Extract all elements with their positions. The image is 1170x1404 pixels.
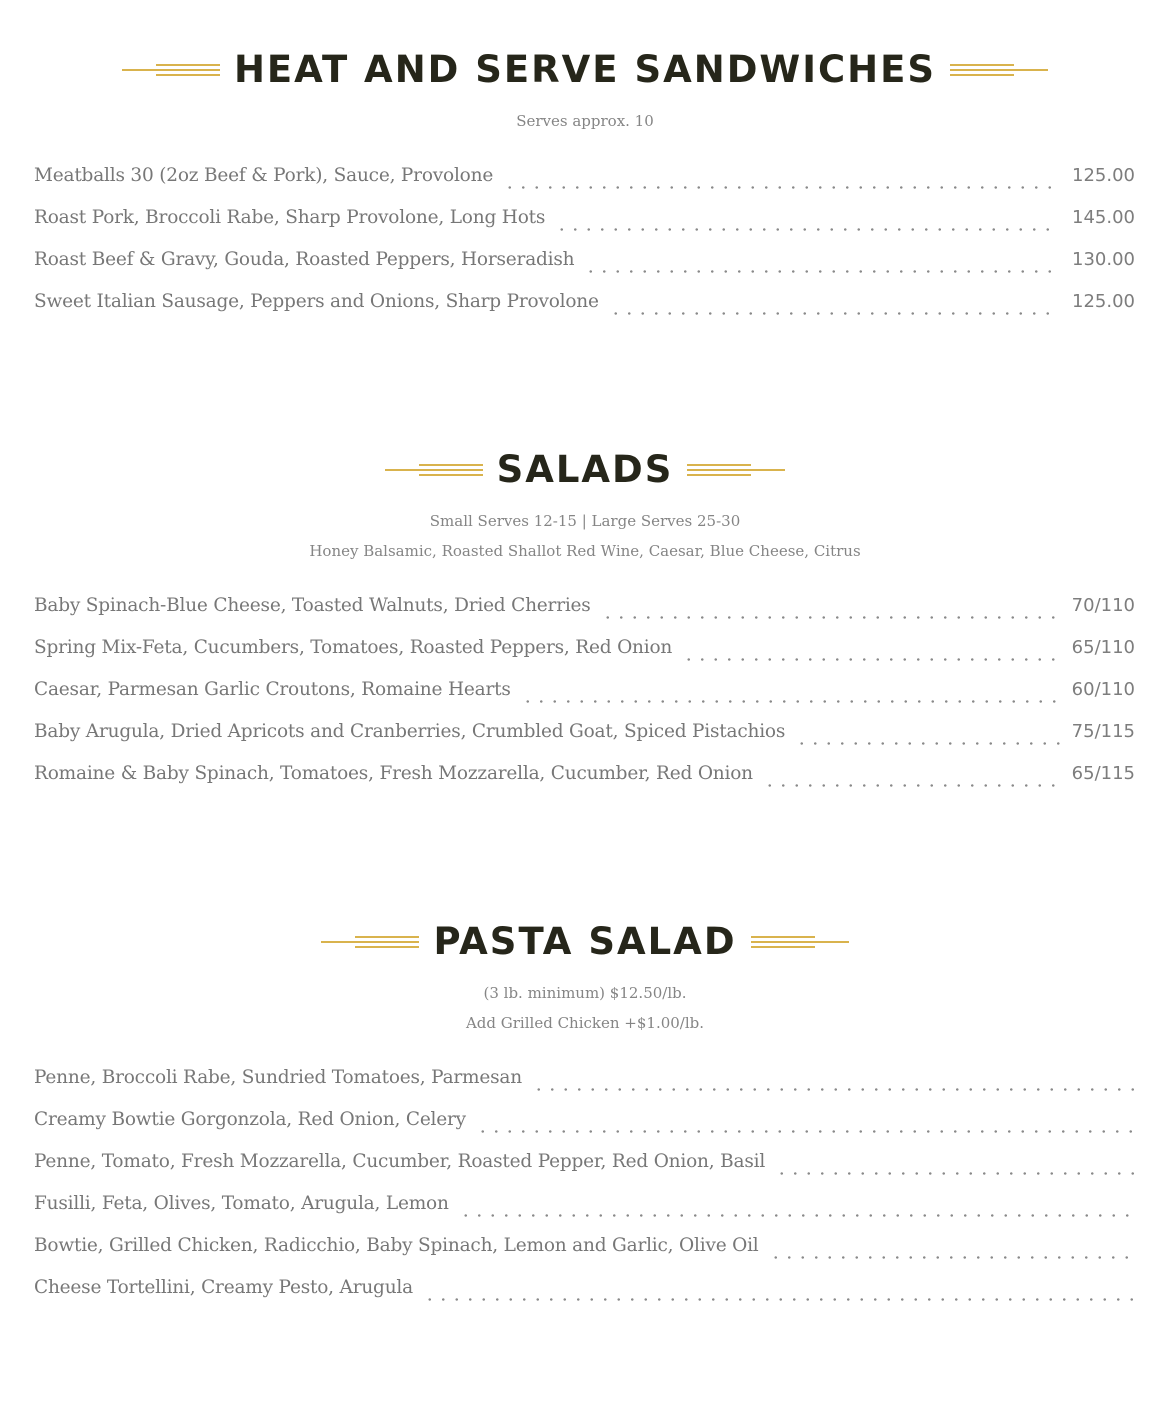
menu-item-price: 125.00 — [1072, 165, 1135, 186]
section-subtitle: Serves approx. 10 — [516, 112, 654, 130]
menu-item — [34, 721, 1135, 751]
section-subtitle: Small Serves 12-15 | Large Serves 25-30 — [429, 512, 741, 530]
menu-item — [34, 595, 1135, 625]
dot-leader — [423, 1298, 1135, 1301]
menu-item — [34, 637, 1135, 667]
menu-item-price: 70/110 — [1071, 595, 1135, 616]
gold-line-ornament-left — [321, 935, 419, 949]
dot-leader — [601, 616, 1060, 619]
menu-item — [34, 1151, 1135, 1181]
dot-leader — [476, 1130, 1135, 1133]
menu-item-name: Romaine & Baby Spinach, Tomatoes, Fresh Mozzarella, Cucumber, Red Onion — [34, 763, 753, 784]
menu-item-name: Roast Beef & Gravy, Gouda, Roasted Peppers, Horseradish — [34, 249, 575, 270]
menu-item-price: 75/115 — [1071, 721, 1135, 742]
dot-leader — [763, 784, 1060, 787]
menu-item-name: Spring Mix-Feta, Cucumbers, Tomatoes, Roasted Peppers, Red Onion — [34, 637, 673, 658]
menu-item-name: Baby Spinach-Blue Cheese, Toasted Walnuts, Dried Cherries — [34, 595, 591, 616]
menu-item-name: Roast Pork, Broccoli Rabe, Sharp Provolone, Long Hots — [34, 207, 546, 228]
menu-item-price: 130.00 — [1072, 249, 1135, 270]
dot-leader — [503, 186, 1060, 189]
menu-item-price: 65/115 — [1071, 763, 1135, 784]
gold-line-ornament-right — [687, 463, 785, 477]
dot-leader — [584, 270, 1060, 273]
gold-line-ornament-right — [751, 935, 849, 949]
menu-item-name: Bowtie, Grilled Chicken, Radicchio, Baby Spinach, Lemon and Garlic, Olive Oil — [34, 1235, 759, 1256]
menu-item — [34, 291, 1135, 321]
dot-leader — [769, 1256, 1135, 1259]
menu-item-price: 145.00 — [1072, 207, 1135, 228]
dot-leader — [609, 312, 1060, 315]
section-subtitle: Honey Balsamic, Roasted Shallot Red Wine, Caesar, Blue Cheese, Citrus — [309, 542, 861, 560]
dot-leader — [521, 700, 1060, 703]
menu-item-price: 125.00 — [1072, 291, 1135, 312]
menu-item-price: 65/110 — [1071, 637, 1135, 658]
section-subtitle: (3 lb. minimum) $12.50/lb. — [483, 984, 687, 1002]
menu-item-price: 60/110 — [1071, 679, 1135, 700]
menu-item-name: Creamy Bowtie Gorgonzola, Red Onion, Celery — [34, 1109, 466, 1130]
menu-item — [34, 207, 1135, 237]
section-heading — [0, 446, 1170, 494]
menu-item — [34, 1109, 1135, 1139]
section-heading — [0, 918, 1170, 966]
dot-leader — [532, 1088, 1135, 1091]
menu-item — [34, 1193, 1135, 1223]
menu-item-name: Meatballs 30 (2oz Beef & Pork), Sauce, Provolone — [34, 165, 494, 186]
dot-leader — [682, 658, 1060, 661]
section-title: HEAT AND SERVE SANDWICHES — [233, 48, 937, 91]
menu-item-name: Baby Arugula, Dried Apricots and Cranberries, Crumbled Goat, Spiced Pistachios — [34, 721, 786, 742]
dot-leader — [795, 742, 1060, 745]
menu-item — [34, 1067, 1135, 1097]
section-sandwiches — [0, 46, 1170, 130]
menu-item-name: Penne, Tomato, Fresh Mozzarella, Cucumber, Roasted Pepper, Red Onion, Basil — [34, 1151, 766, 1172]
section-title: PASTA SALAD — [433, 920, 737, 963]
menu-item-name: Fusilli, Feta, Olives, Tomato, Arugula, Lemon — [34, 1193, 449, 1214]
menu-item-name: Cheese Tortellini, Creamy Pesto, Arugula — [34, 1277, 413, 1298]
menu-item — [34, 1277, 1135, 1307]
menu-item — [34, 763, 1135, 793]
section-heading — [0, 46, 1170, 94]
menu-item-name: Penne, Broccoli Rabe, Sundried Tomatoes, Parmesan — [34, 1067, 522, 1088]
gold-line-ornament-left — [122, 63, 220, 77]
dot-leader — [775, 1172, 1135, 1175]
menu-item — [34, 1235, 1135, 1265]
menu-item-name: Sweet Italian Sausage, Peppers and Onions, Sharp Provolone — [34, 291, 599, 312]
gold-line-ornament-left — [385, 463, 483, 477]
section-salads — [0, 446, 1170, 560]
menu-item — [34, 679, 1135, 709]
dot-leader — [555, 228, 1060, 231]
section-pasta-salad — [0, 918, 1170, 1032]
section-title: SALADS — [496, 448, 674, 491]
dot-leader — [459, 1214, 1135, 1217]
menu-item-name: Caesar, Parmesan Garlic Croutons, Romaine Hearts — [34, 679, 511, 700]
menu-item — [34, 165, 1135, 195]
gold-line-ornament-right — [950, 63, 1048, 77]
menu-item — [34, 249, 1135, 279]
section-subtitle: Add Grilled Chicken +$1.00/lb. — [465, 1014, 705, 1032]
